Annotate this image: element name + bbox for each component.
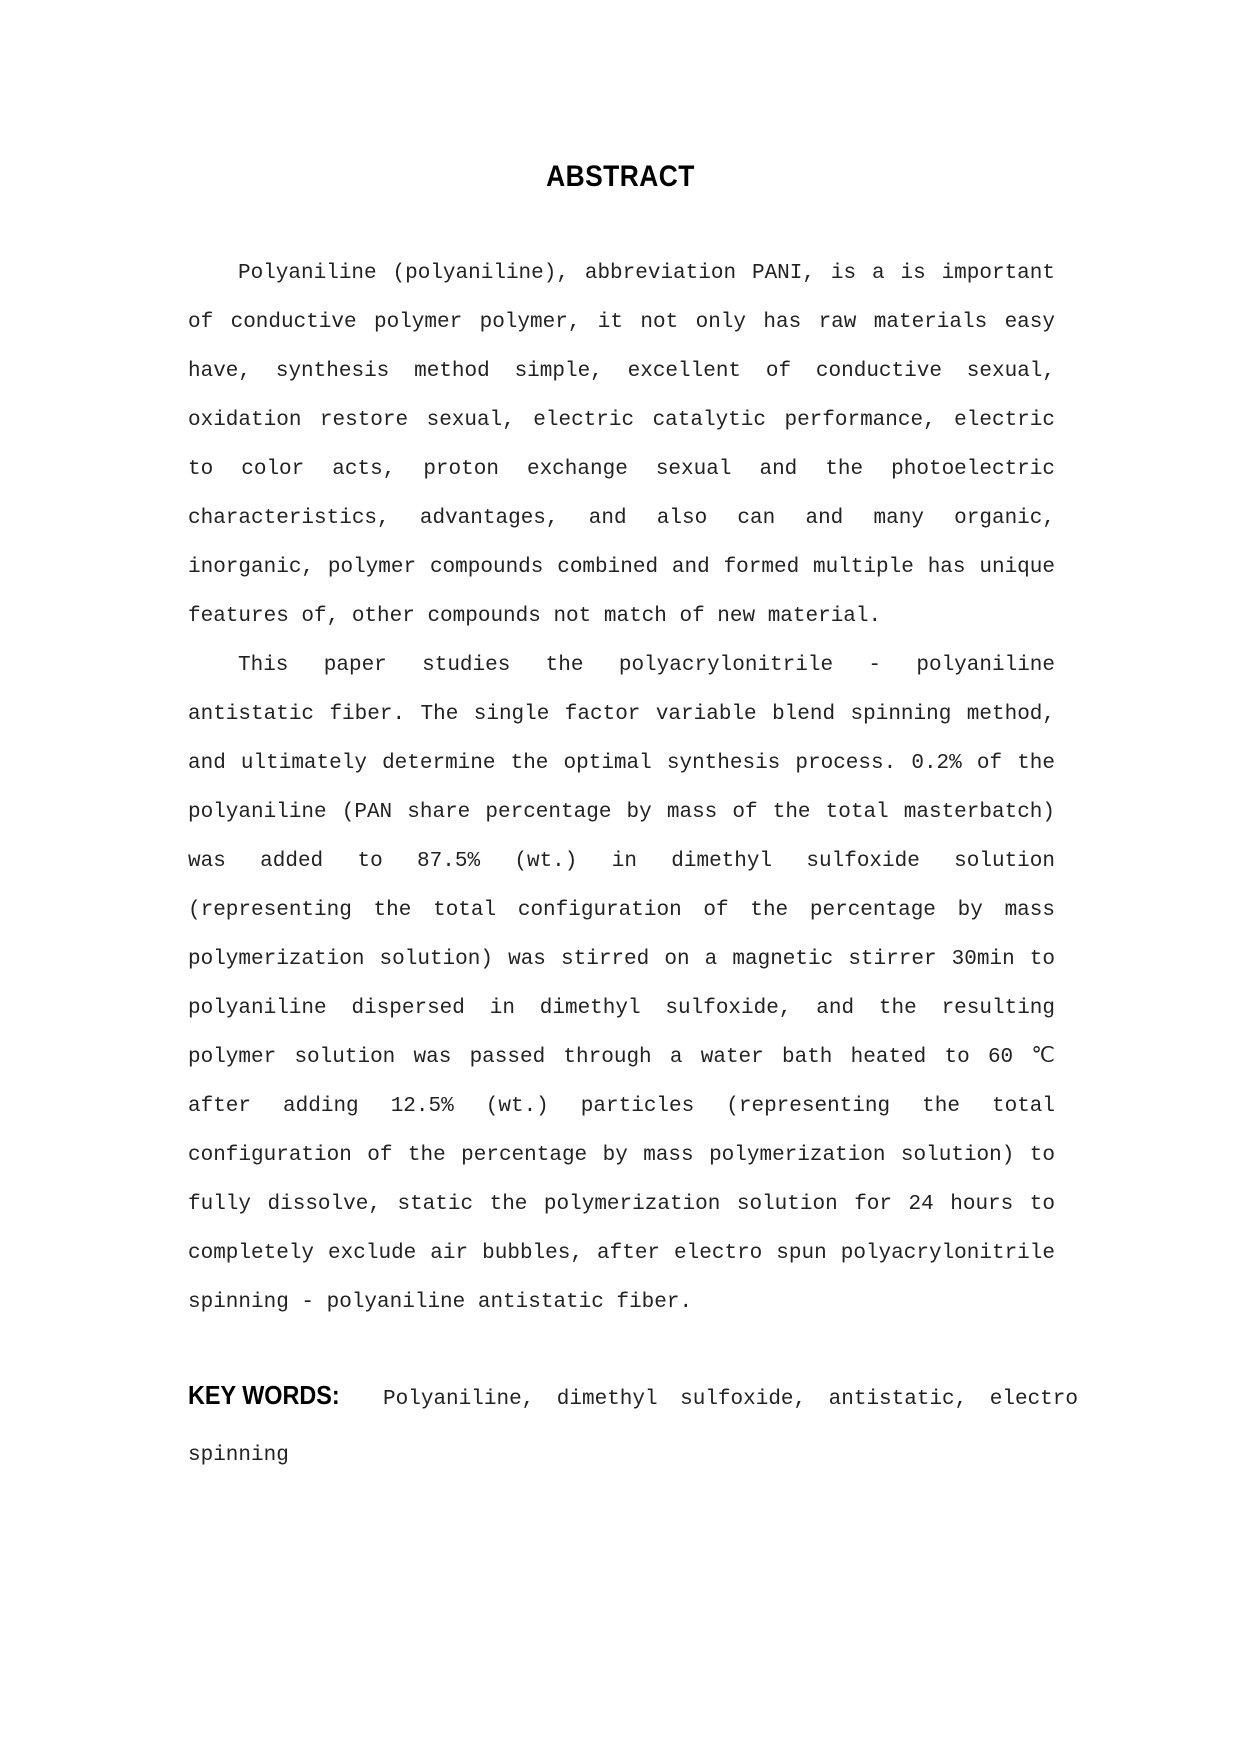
abstract-title: ABSTRACT [546, 160, 695, 193]
abstract-body [188, 249, 1055, 1327]
keywords-label: KEY WORDS: [188, 1380, 340, 1410]
keywords-text: Polyaniline, dimethyl sulfoxide, antistatic, electro spinning [188, 1388, 1078, 1467]
abstract-paragraph-1: Polyaniline (polyaniline), abbreviation PANI, is a is important of conductive polymer polymer, it not only has raw materials easy have, synthesis method simple, excellent of conductive sexual, oxidation restore sexual, electric catalytic performance, electric to color acts, proton exchange sexual and the photoelectric characteristics, advantages, and also can and many organic, inorganic, polymer compounds combined and formed multiple has unique features of, other compounds not match of new material. [188, 262, 1055, 628]
abstract-paragraph-2: This paper studies the polyacrylonitrile - polyaniline antistatic fiber. The single factor variable blend spinning method, and ultimately determine the optimal synthesis process. 0.2% of the polyaniline (PAN share percentage by mass of the total masterbatch) was added to 87.5% (wt.) in dimethyl sulfoxide solution (representing the total configuration of the percentage by mass polymerization solution) was stirred on a magnetic stirrer 30min to polyaniline dispersed in dimethyl sulfoxide, and the resulting polymer solution was passed through a water bath heated to 60 ℃ after adding 12.5% (wt.) particles (representing the total configuration of the percentage by mass polymerization solution) to fully dissolve, static the polymerization solution for 24 hours to completely exclude air bubbles, after electro spun polyacrylonitrile spinning - polyaniline antistatic fiber. [188, 654, 1055, 1314]
keywords-section [188, 1367, 1078, 1484]
